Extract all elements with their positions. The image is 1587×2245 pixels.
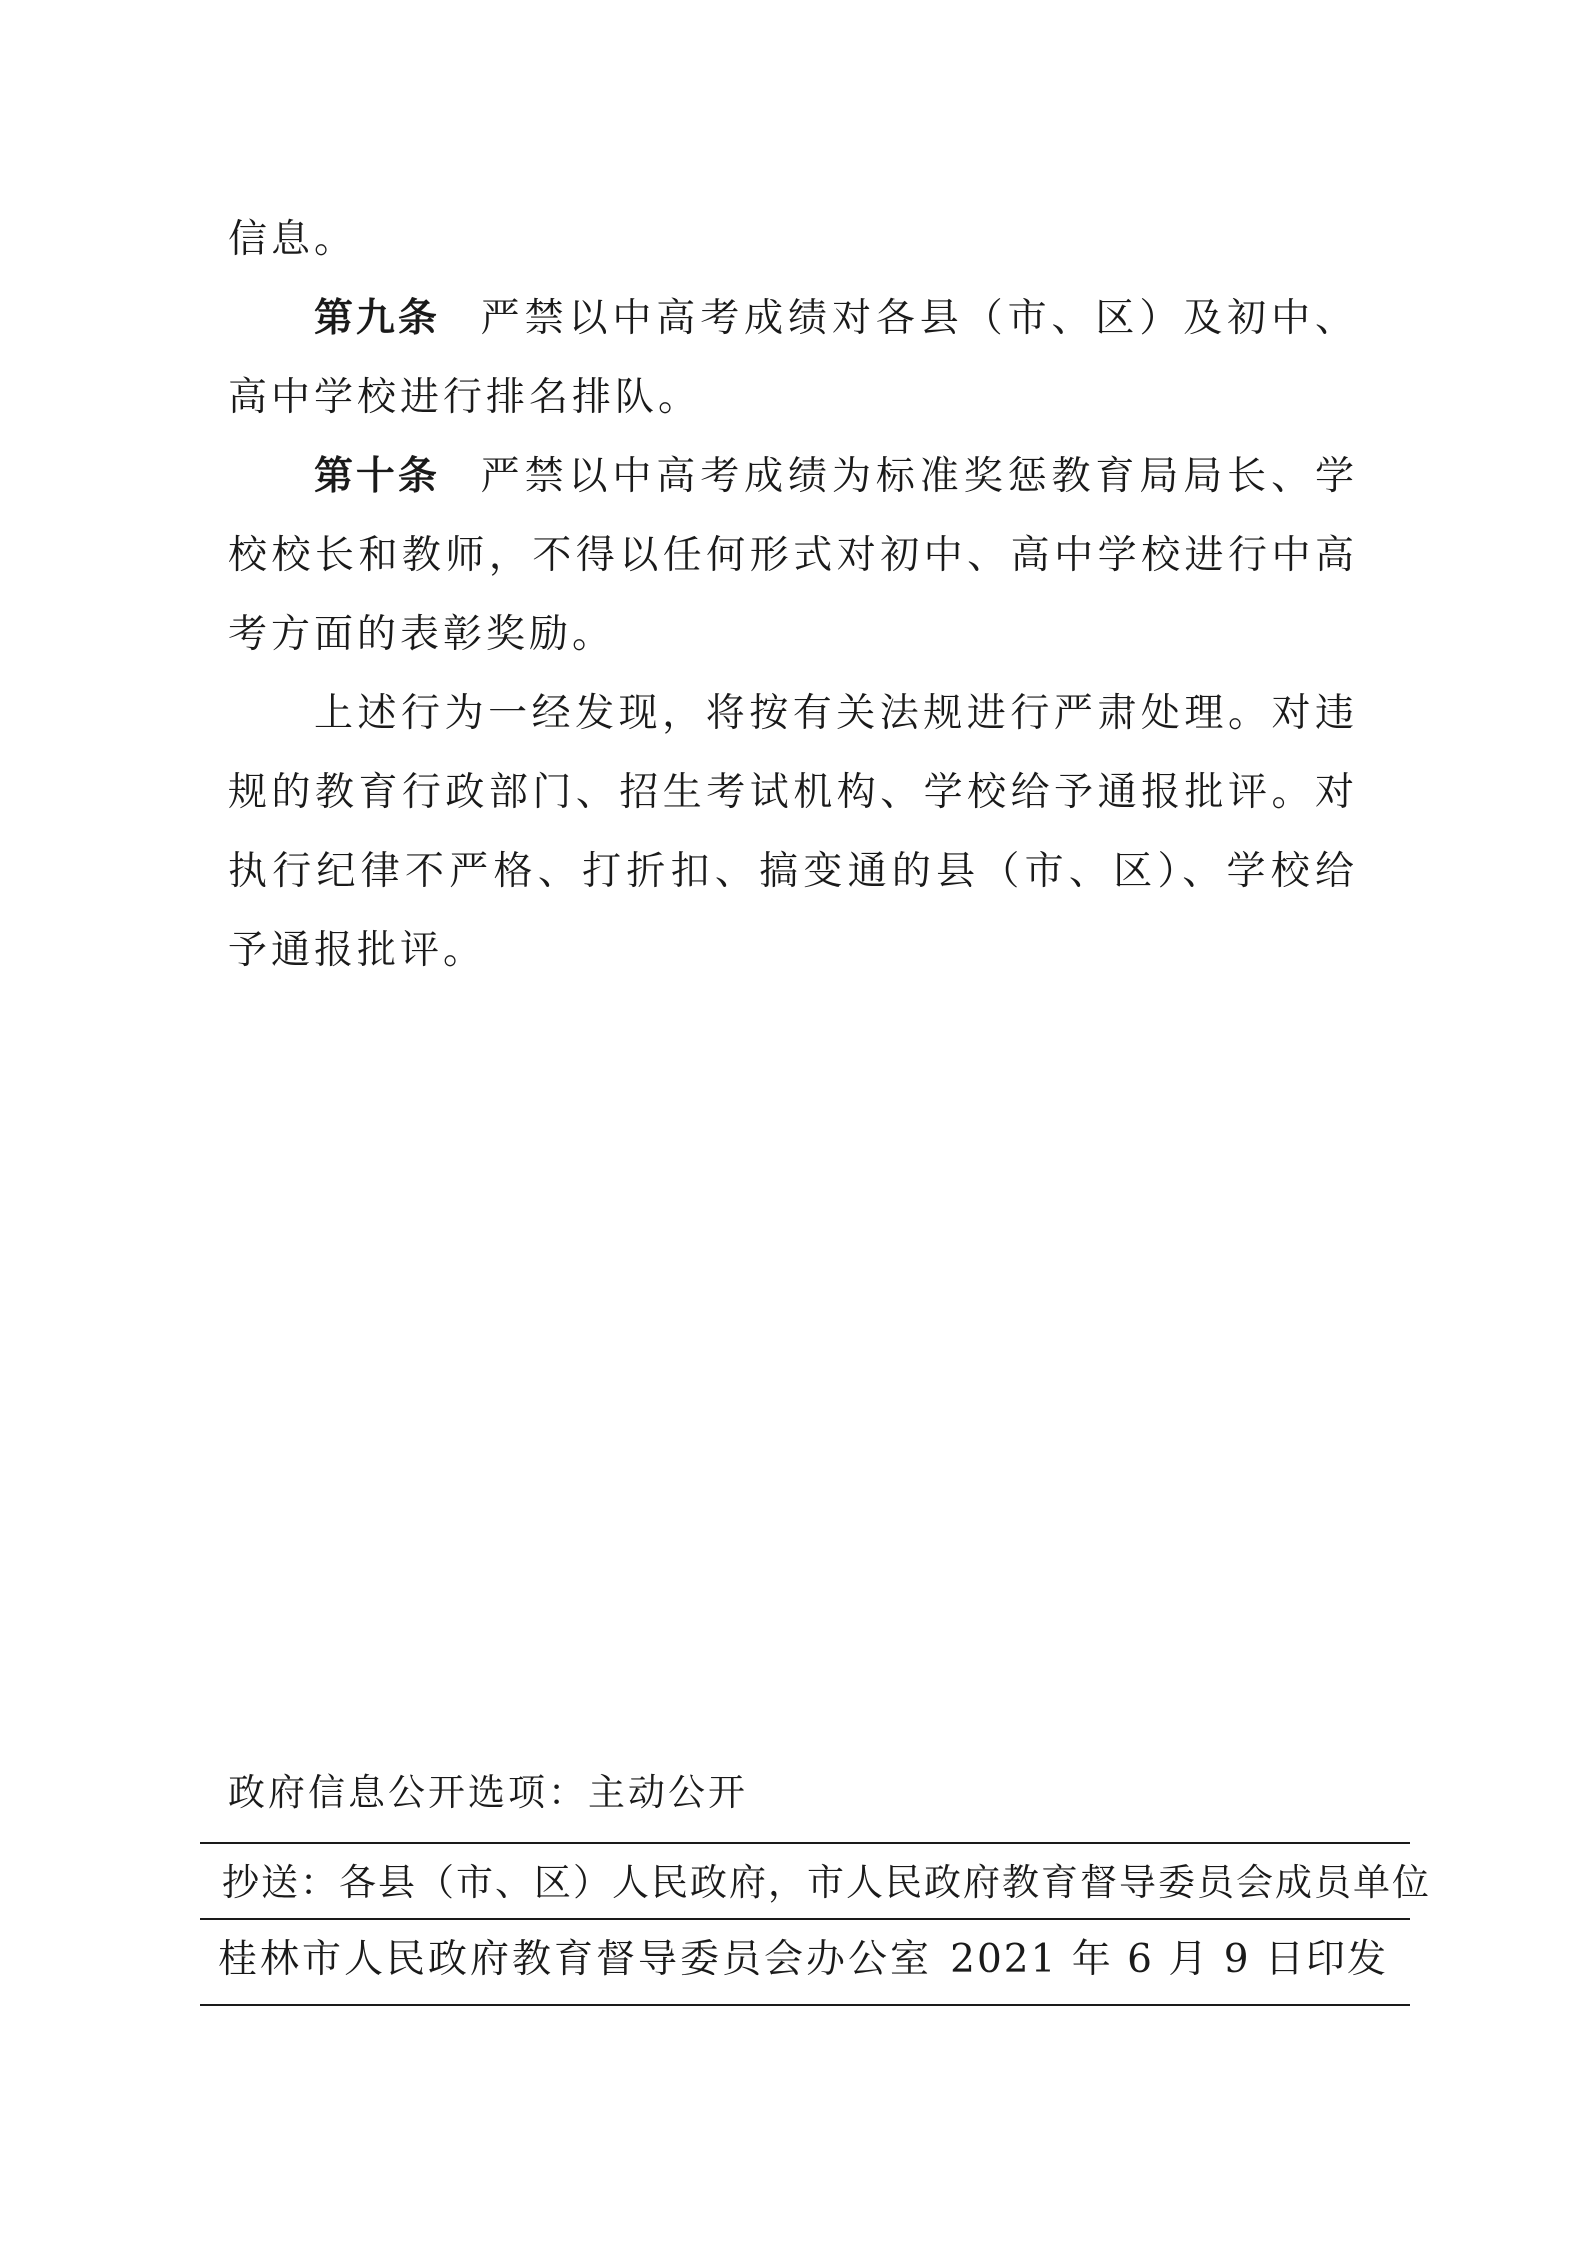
footer-rule-middle: [200, 1918, 1410, 1920]
footer-rule-bottom: [200, 2004, 1410, 2006]
footer-rule-top: [200, 1842, 1410, 1844]
issue-date: 2021 年 6 月 9 日印发: [950, 1937, 1388, 1982]
paragraph-continuation: [228, 200, 1358, 279]
issuer-name: 桂林市人民政府教育督导委员会办公室: [218, 1937, 933, 1982]
disclosure-option: 政府信息公开选项：主动公开: [228, 1771, 748, 1814]
penalty-paragraph: [228, 674, 1358, 990]
paragraph-text: 信息。: [228, 217, 358, 262]
issuer-line: [218, 1928, 1388, 1984]
article-9-text: 严禁以中高考成绩对各县（市、区）及初中、高中学校进行排名排队。: [228, 296, 1358, 420]
document-body: [228, 200, 1358, 990]
cc-recipients: 抄送：各县（市、区）人民政府，市人民政府教育督导委员会成员单位: [222, 1861, 1431, 1904]
article-10-text: 严禁以中高考成绩为标准奖惩教育局局长、学校校长和教师，不得以任何形式对初中、高中学校进行中高考方面的表彰奖励。: [228, 454, 1358, 657]
article-10-number: 第十条: [314, 454, 440, 499]
article-9-number: 第九条: [314, 296, 440, 341]
article-10-paragraph: [228, 437, 1358, 674]
article-9-paragraph: [228, 279, 1358, 437]
penalty-text: 上述行为一经发现，将按有关法规进行严肃处理。对违规的教育行政部门、招生考试机构、学校给予通报批评。对执行纪律不严格、打折扣、搞变通的县（市、区）、学校给予通报批评。: [228, 691, 1358, 973]
